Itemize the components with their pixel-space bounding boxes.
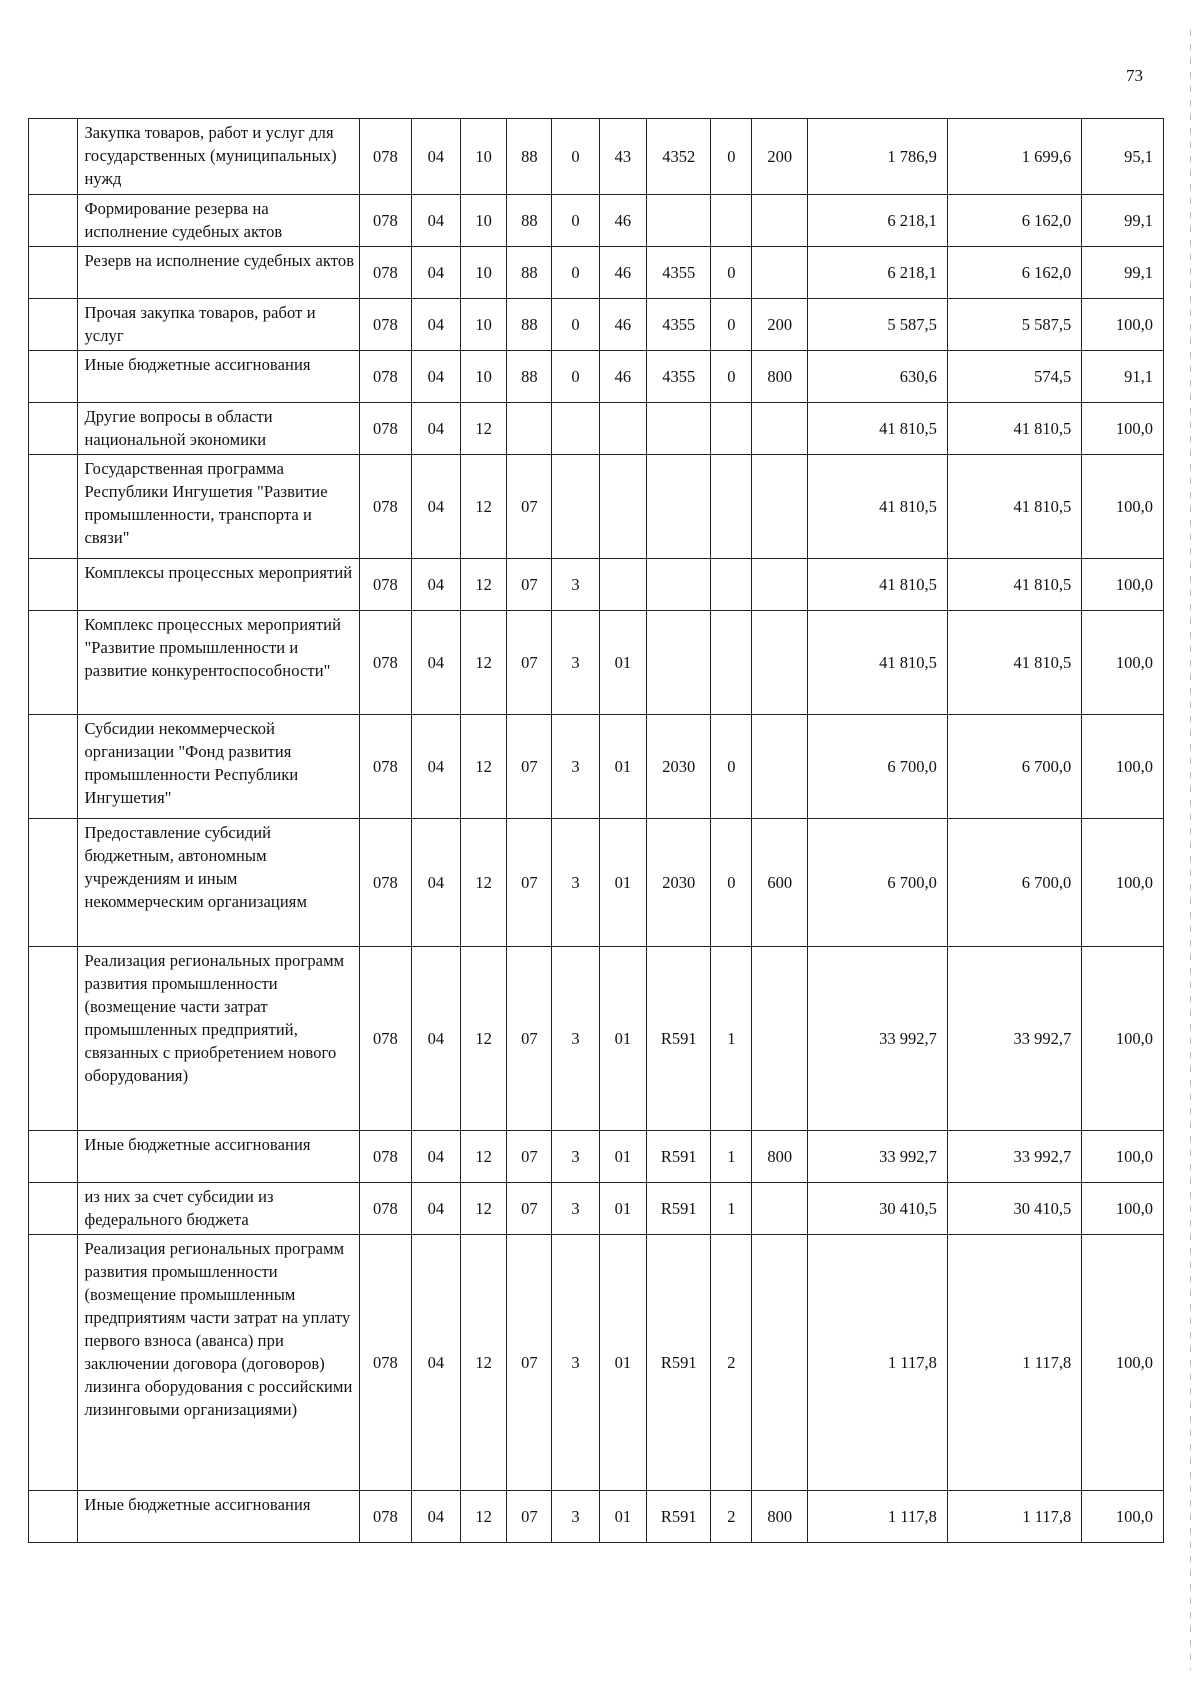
plan-amount-cell: 1 117,8: [808, 1235, 948, 1491]
execution-percent-cell: 95,1: [1082, 119, 1164, 195]
plan-amount-cell: 30 410,5: [808, 1183, 948, 1235]
event-cell: 01: [599, 947, 646, 1131]
execution-percent-cell: 100,0: [1082, 819, 1164, 947]
table-row: [29, 559, 1164, 611]
subsection-cell: 10: [461, 299, 507, 351]
plan-amount-cell: 5 587,5: [808, 299, 948, 351]
subsection-cell: 12: [461, 403, 507, 455]
direction-suffix-cell: 1: [711, 947, 752, 1131]
subprogram-cell: 3: [552, 1183, 599, 1235]
event-cell: 43: [599, 119, 646, 195]
section-cell: 04: [411, 195, 460, 247]
subsection-cell: 12: [461, 1491, 507, 1543]
table-row: [29, 351, 1164, 403]
event-cell: 46: [599, 299, 646, 351]
program-cell: 07: [507, 455, 552, 559]
execution-percent-cell: 99,1: [1082, 195, 1164, 247]
actual-amount-cell: 6 162,0: [947, 247, 1081, 299]
execution-percent-cell: 100,0: [1082, 1183, 1164, 1235]
event-cell: 01: [599, 715, 646, 819]
direction-cell: R591: [646, 1235, 710, 1491]
section-cell: 04: [411, 1235, 460, 1491]
direction-suffix-cell: [711, 611, 752, 715]
page-number: 73: [1126, 66, 1143, 85]
ved-cell: 078: [360, 351, 412, 403]
ved-cell: 078: [360, 247, 412, 299]
plan-amount-cell: 33 992,7: [808, 947, 948, 1131]
actual-amount-cell: 6 162,0: [947, 195, 1081, 247]
expense-type-cell: [752, 455, 808, 559]
program-cell: 88: [507, 351, 552, 403]
item-name-cell: Закупка товаров, работ и услуг для государственных (муниципальных) нужд: [78, 119, 360, 195]
actual-amount-cell: 1 117,8: [947, 1235, 1081, 1491]
plan-amount-cell: 1 117,8: [808, 1491, 948, 1543]
subsection-cell: 12: [461, 819, 507, 947]
item-name-cell: Предоставление субсидий бюджетным, автономным учреждениям и иным некоммерческим организациям: [78, 819, 360, 947]
program-cell: 07: [507, 1131, 552, 1183]
subprogram-cell: 3: [552, 947, 599, 1131]
row-index-cell: [29, 455, 78, 559]
section-cell: 04: [411, 1131, 460, 1183]
subsection-cell: 12: [461, 1183, 507, 1235]
plan-amount-cell: 41 810,5: [808, 455, 948, 559]
subprogram-cell: 3: [552, 559, 599, 611]
subprogram-cell: 3: [552, 1491, 599, 1543]
execution-percent-cell: 100,0: [1082, 715, 1164, 819]
subprogram-cell: 0: [552, 351, 599, 403]
item-name-cell: Комплекс процессных мероприятий "Развитие промышленности и развитие конкурентоспособности": [78, 611, 360, 715]
subsection-cell: 12: [461, 715, 507, 819]
plan-amount-cell: 6 218,1: [808, 195, 948, 247]
item-name-cell: Иные бюджетные ассигнования: [78, 1491, 360, 1543]
subsection-cell: 12: [461, 947, 507, 1131]
section-cell: 04: [411, 119, 460, 195]
direction-cell: 2030: [646, 715, 710, 819]
item-name-cell: Комплексы процессных мероприятий: [78, 559, 360, 611]
table-row: [29, 195, 1164, 247]
program-cell: 88: [507, 119, 552, 195]
event-cell: [599, 559, 646, 611]
direction-suffix-cell: 0: [711, 299, 752, 351]
ved-cell: 078: [360, 1183, 412, 1235]
table-row: [29, 455, 1164, 559]
execution-percent-cell: 100,0: [1082, 559, 1164, 611]
actual-amount-cell: 41 810,5: [947, 403, 1081, 455]
row-index-cell: [29, 247, 78, 299]
item-name-cell: Иные бюджетные ассигнования: [78, 351, 360, 403]
subsection-cell: 10: [461, 247, 507, 299]
ved-cell: 078: [360, 559, 412, 611]
program-cell: 07: [507, 611, 552, 715]
actual-amount-cell: 1 117,8: [947, 1491, 1081, 1543]
row-index-cell: [29, 195, 78, 247]
direction-cell: R591: [646, 947, 710, 1131]
subsection-cell: 12: [461, 559, 507, 611]
section-cell: 04: [411, 559, 460, 611]
program-cell: 07: [507, 819, 552, 947]
section-cell: 04: [411, 351, 460, 403]
actual-amount-cell: 41 810,5: [947, 455, 1081, 559]
direction-cell: 4355: [646, 247, 710, 299]
expense-type-cell: [752, 611, 808, 715]
actual-amount-cell: 33 992,7: [947, 1131, 1081, 1183]
expense-type-cell: [752, 715, 808, 819]
direction-suffix-cell: 1: [711, 1183, 752, 1235]
plan-amount-cell: 6 700,0: [808, 819, 948, 947]
ved-cell: 078: [360, 119, 412, 195]
expense-type-cell: 600: [752, 819, 808, 947]
budget-execution-table: [28, 118, 1164, 1543]
program-cell: 07: [507, 947, 552, 1131]
table-row: [29, 1491, 1164, 1543]
subprogram-cell: 3: [552, 715, 599, 819]
ved-cell: 078: [360, 1235, 412, 1491]
row-index-cell: [29, 611, 78, 715]
subprogram-cell: 0: [552, 247, 599, 299]
actual-amount-cell: 6 700,0: [947, 715, 1081, 819]
direction-cell: R591: [646, 1183, 710, 1235]
row-index-cell: [29, 715, 78, 819]
subsection-cell: 12: [461, 1131, 507, 1183]
row-index-cell: [29, 299, 78, 351]
row-index-cell: [29, 403, 78, 455]
plan-amount-cell: 41 810,5: [808, 403, 948, 455]
event-cell: 46: [599, 247, 646, 299]
direction-cell: [646, 611, 710, 715]
expense-type-cell: [752, 1235, 808, 1491]
item-name-cell: Резерв на исполнение судебных актов: [78, 247, 360, 299]
actual-amount-cell: 574,5: [947, 351, 1081, 403]
program-cell: 07: [507, 1491, 552, 1543]
item-name-cell: из них за счет субсидии из федерального бюджета: [78, 1183, 360, 1235]
item-name-cell: Формирование резерва на исполнение судебных актов: [78, 195, 360, 247]
row-index-cell: [29, 819, 78, 947]
program-cell: 88: [507, 299, 552, 351]
item-name-cell: Реализация региональных программ развития промышленности (возмещение части затрат промышленных предприятий, связанных с приобретением нового оборудования): [78, 947, 360, 1131]
subsection-cell: 10: [461, 119, 507, 195]
event-cell: 46: [599, 351, 646, 403]
execution-percent-cell: 100,0: [1082, 947, 1164, 1131]
expense-type-cell: 800: [752, 351, 808, 403]
item-name-cell: Субсидии некоммерческой организации "Фонд развития промышленности Республики Ингушетия": [78, 715, 360, 819]
subprogram-cell: 3: [552, 1235, 599, 1491]
item-name-cell: Иные бюджетные ассигнования: [78, 1131, 360, 1183]
ved-cell: 078: [360, 195, 412, 247]
item-name-cell: Прочая закупка товаров, работ и услуг: [78, 299, 360, 351]
actual-amount-cell: 30 410,5: [947, 1183, 1081, 1235]
section-cell: 04: [411, 715, 460, 819]
ved-cell: 078: [360, 715, 412, 819]
direction-cell: 4355: [646, 299, 710, 351]
ved-cell: 078: [360, 455, 412, 559]
expense-type-cell: [752, 247, 808, 299]
expense-type-cell: 200: [752, 299, 808, 351]
ved-cell: 078: [360, 299, 412, 351]
actual-amount-cell: 33 992,7: [947, 947, 1081, 1131]
program-cell: 07: [507, 715, 552, 819]
execution-percent-cell: 100,0: [1082, 299, 1164, 351]
direction-cell: [646, 195, 710, 247]
direction-cell: R591: [646, 1491, 710, 1543]
plan-amount-cell: 6 218,1: [808, 247, 948, 299]
section-cell: 04: [411, 299, 460, 351]
subprogram-cell: [552, 455, 599, 559]
row-index-cell: [29, 947, 78, 1131]
direction-cell: [646, 403, 710, 455]
subprogram-cell: 0: [552, 195, 599, 247]
item-name-cell: Другие вопросы в области национальной экономики: [78, 403, 360, 455]
execution-percent-cell: 99,1: [1082, 247, 1164, 299]
subsection-cell: 10: [461, 195, 507, 247]
execution-percent-cell: 100,0: [1082, 1235, 1164, 1491]
subprogram-cell: 0: [552, 119, 599, 195]
actual-amount-cell: 41 810,5: [947, 611, 1081, 715]
plan-amount-cell: 41 810,5: [808, 559, 948, 611]
plan-amount-cell: 41 810,5: [808, 611, 948, 715]
direction-cell: 4355: [646, 351, 710, 403]
event-cell: [599, 455, 646, 559]
table-row: [29, 247, 1164, 299]
program-cell: 07: [507, 559, 552, 611]
actual-amount-cell: 1 699,6: [947, 119, 1081, 195]
section-cell: 04: [411, 455, 460, 559]
expense-type-cell: [752, 1183, 808, 1235]
direction-suffix-cell: 0: [711, 715, 752, 819]
ved-cell: 078: [360, 403, 412, 455]
ved-cell: 078: [360, 1131, 412, 1183]
direction-cell: 2030: [646, 819, 710, 947]
direction-suffix-cell: [711, 455, 752, 559]
direction-cell: [646, 455, 710, 559]
expense-type-cell: [752, 403, 808, 455]
expense-type-cell: [752, 195, 808, 247]
table-row: [29, 119, 1164, 195]
direction-suffix-cell: 0: [711, 247, 752, 299]
event-cell: [599, 403, 646, 455]
row-index-cell: [29, 351, 78, 403]
subprogram-cell: 0: [552, 299, 599, 351]
ved-cell: 078: [360, 947, 412, 1131]
section-cell: 04: [411, 1183, 460, 1235]
table-row: [29, 1183, 1164, 1235]
section-cell: 04: [411, 819, 460, 947]
scan-edge: [1190, 30, 1191, 1670]
direction-suffix-cell: [711, 403, 752, 455]
row-index-cell: [29, 559, 78, 611]
section-cell: 04: [411, 403, 460, 455]
subsection-cell: 12: [461, 455, 507, 559]
expense-type-cell: 800: [752, 1131, 808, 1183]
direction-suffix-cell: [711, 195, 752, 247]
actual-amount-cell: 6 700,0: [947, 819, 1081, 947]
subsection-cell: 10: [461, 351, 507, 403]
subprogram-cell: 3: [552, 611, 599, 715]
expense-type-cell: [752, 947, 808, 1131]
expense-type-cell: 800: [752, 1491, 808, 1543]
direction-suffix-cell: 2: [711, 1491, 752, 1543]
table-row: [29, 611, 1164, 715]
event-cell: 01: [599, 819, 646, 947]
plan-amount-cell: 630,6: [808, 351, 948, 403]
row-index-cell: [29, 1183, 78, 1235]
ved-cell: 078: [360, 819, 412, 947]
execution-percent-cell: 100,0: [1082, 403, 1164, 455]
event-cell: 01: [599, 1235, 646, 1491]
row-index-cell: [29, 1491, 78, 1543]
subprogram-cell: 3: [552, 819, 599, 947]
section-cell: 04: [411, 947, 460, 1131]
direction-cell: R591: [646, 1131, 710, 1183]
row-index-cell: [29, 1235, 78, 1491]
execution-percent-cell: 100,0: [1082, 611, 1164, 715]
expense-type-cell: [752, 559, 808, 611]
direction-suffix-cell: 0: [711, 819, 752, 947]
table-row: [29, 819, 1164, 947]
subprogram-cell: 3: [552, 1131, 599, 1183]
direction-cell: [646, 559, 710, 611]
execution-percent-cell: 91,1: [1082, 351, 1164, 403]
table-row: [29, 1235, 1164, 1491]
item-name-cell: Государственная программа Республики Ингушетия "Развитие промышленности, транспорта и связи": [78, 455, 360, 559]
table-row: [29, 715, 1164, 819]
subprogram-cell: [552, 403, 599, 455]
plan-amount-cell: 6 700,0: [808, 715, 948, 819]
table-row: [29, 403, 1164, 455]
row-index-cell: [29, 119, 78, 195]
program-cell: 07: [507, 1183, 552, 1235]
program-cell: 88: [507, 247, 552, 299]
table-row: [29, 299, 1164, 351]
execution-percent-cell: 100,0: [1082, 1131, 1164, 1183]
table-row: [29, 947, 1164, 1131]
item-name-cell: Реализация региональных программ развития промышленности (возмещение промышленным предприятиям части затрат на уплату первого взноса (аванса) при заключении договора (договоров) лизинга оборудования с российскими лизинговыми организациями): [78, 1235, 360, 1491]
execution-percent-cell: 100,0: [1082, 455, 1164, 559]
section-cell: 04: [411, 247, 460, 299]
direction-suffix-cell: [711, 559, 752, 611]
ved-cell: 078: [360, 611, 412, 715]
program-cell: [507, 403, 552, 455]
event-cell: 01: [599, 611, 646, 715]
event-cell: 01: [599, 1183, 646, 1235]
event-cell: 01: [599, 1491, 646, 1543]
event-cell: 01: [599, 1131, 646, 1183]
execution-percent-cell: 100,0: [1082, 1491, 1164, 1543]
subsection-cell: 12: [461, 611, 507, 715]
plan-amount-cell: 33 992,7: [808, 1131, 948, 1183]
section-cell: 04: [411, 611, 460, 715]
event-cell: 46: [599, 195, 646, 247]
expense-type-cell: 200: [752, 119, 808, 195]
direction-cell: 4352: [646, 119, 710, 195]
actual-amount-cell: 5 587,5: [947, 299, 1081, 351]
direction-suffix-cell: 2: [711, 1235, 752, 1491]
program-cell: 07: [507, 1235, 552, 1491]
table-row: [29, 1131, 1164, 1183]
subsection-cell: 12: [461, 1235, 507, 1491]
direction-suffix-cell: 1: [711, 1131, 752, 1183]
ved-cell: 078: [360, 1491, 412, 1543]
direction-suffix-cell: 0: [711, 119, 752, 195]
actual-amount-cell: 41 810,5: [947, 559, 1081, 611]
program-cell: 88: [507, 195, 552, 247]
section-cell: 04: [411, 1491, 460, 1543]
plan-amount-cell: 1 786,9: [808, 119, 948, 195]
direction-suffix-cell: 0: [711, 351, 752, 403]
row-index-cell: [29, 1131, 78, 1183]
